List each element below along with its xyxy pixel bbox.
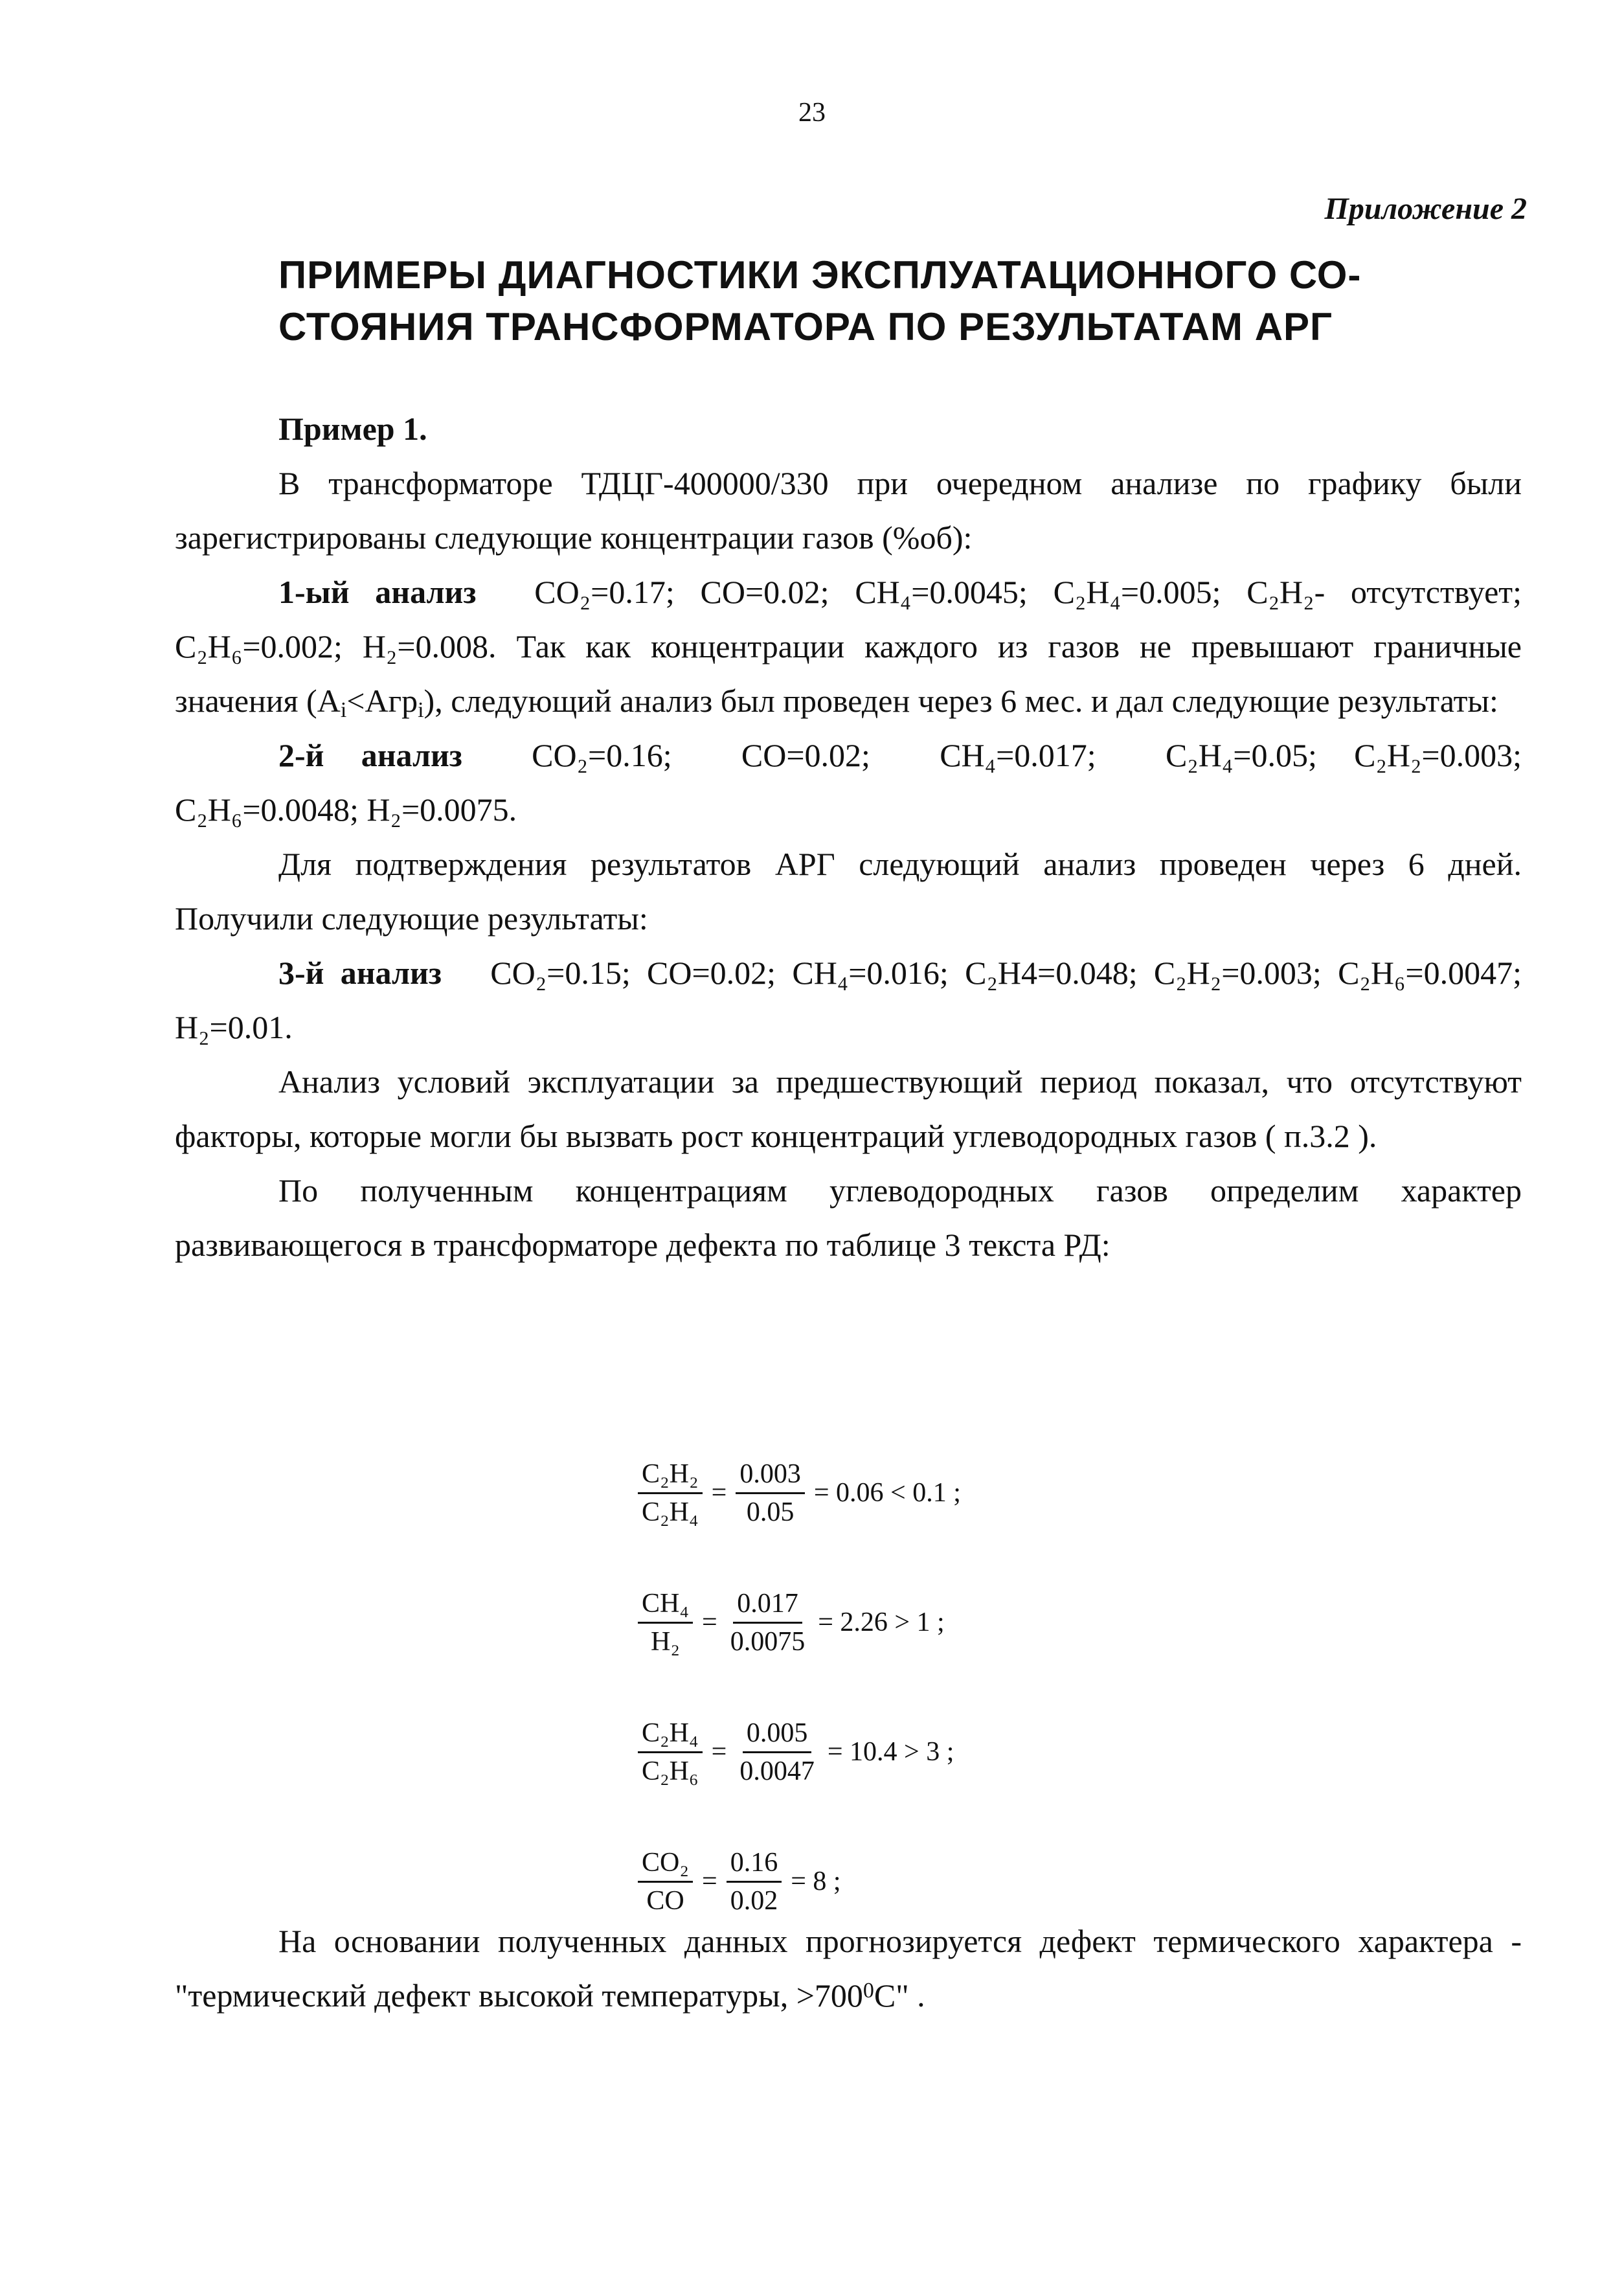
analysis-1-label: 1-ый анализ [278, 574, 477, 610]
ratio-formulas [638, 1428, 970, 1946]
formula-row: $\frac{\text{C₂H₄}}{\text{C₂H₆}}$ = $\frac{0.005}{0.0047}$ = 10.4 > 3 ; [638, 1687, 970, 1817]
intro-paragraph: В трансформаторе ТДЦГ-400000/330 при очередном анализе по графику были зарегистрированы следующие концентрации газов (%об): [175, 465, 1522, 556]
confirm-paragraph: Для подтверждения результатов АРГ следующий анализ проведен через 6 дней. Получили следующие результаты: [175, 846, 1522, 937]
page-number: 23 [798, 98, 826, 128]
body-text [175, 402, 1522, 1272]
conditions-paragraph: Анализ условий эксплуатации за предшествующий период показал, что отсутствуют факторы, которые могли бы вызвать рост концентраций углеводородных газов ( п.3.2 ). [175, 1063, 1522, 1154]
analysis-3-label: 3-й анализ [278, 955, 442, 991]
formula-row: $\frac{\text{CH₄}}{\text{H₂}}$ = $\frac{0.017}{0.0075}$ = 2.26 > 1 ; [638, 1558, 970, 1687]
title-line-2: СТОЯНИЯ ТРАНСФОРМАТОРА ПО РЕЗУЛЬТАТАМ АРГ [278, 305, 1333, 348]
formula-row: $\frac{\text{CO₂}}{CO}$ = $\frac{0.16}{0.02}$ = 8 ; [638, 1817, 970, 1946]
gas-ratio-fraction: $\frac{\text{C₂H₄}}{\text{C₂H₆}}$ [638, 1718, 703, 1787]
formula-result: = 8 ; [791, 1867, 841, 1896]
formula-row: $\frac{\text{C₂H₂}}{\text{C₂H₄}}$ = $\frac{0.003}{0.05}$ = 0.06 < 0.1 ; [638, 1428, 970, 1558]
formula-result: = 0.06 < 0.1 ; [813, 1478, 961, 1508]
value-ratio-fraction: $\frac{0.017}{0.0075}$ [730, 1588, 806, 1657]
value-ratio-fraction: $\frac{0.005}{0.0047}$ [739, 1718, 815, 1786]
formula-result: = 2.26 > 1 ; [818, 1607, 945, 1637]
analysis-2-label: 2-й анализ [278, 737, 462, 773]
analysis-2-paragraph: 2-й анализ CO₂=0.16; CO=0.02; CH₄=0.017; C₂H₄=0.05; C₂H₂=0.003; C₂H₆=0.0048; H₂=0.0075. [175, 737, 1522, 828]
analysis-3-paragraph: 3-й анализ CO₂=0.15; CO=0.02; CH₄=0.016; C₂H4=0.048; C₂H₂=0.003; C₂H₆=0.0047; H₂=0.01. [175, 955, 1522, 1045]
gas-ratio-fraction: $\frac{\text{C₂H₂}}{\text{C₂H₄}}$ [638, 1459, 703, 1528]
method-paragraph: По полученным концентрациям углеводородных газов определим характер развивающегося в трансформаторе дефекта по таблице 3 текста РД: [175, 1172, 1522, 1263]
conclusion-paragraph: На основании полученных данных прогнозируется дефект термического характера - "термический дефект высокой температуры, $>700^0C$" . [175, 1923, 1522, 2014]
value-ratio-fraction: $\frac{0.16}{0.02}$ [727, 1847, 782, 1916]
example-heading: Пример 1. [278, 411, 427, 447]
conclusion-text [175, 1914, 1522, 2023]
formula-result: = 10.4 > 3 ; [827, 1737, 954, 1767]
value-ratio-fraction: $\frac{0.003}{0.05}$ [736, 1459, 805, 1528]
appendix-label: Приложение 2 [1324, 192, 1527, 226]
gas-ratio-fraction: $\frac{\text{CH₄}}{\text{H₂}}$ [638, 1588, 693, 1657]
document-title [278, 249, 1431, 353]
analysis-1-paragraph: 1-ый анализ CO₂=0.17; CO=0.02; CH₄=0.0045; C₂H₄=0.005; C₂H₂- отсутствует; C₂H₆=0.002; H₂=0.008. Так как концентрации каждого из газов не превышают граничные значения $(A_i<Агр_i)$, следующий анализ был проведен через 6 мес. и дал следующие результаты: [175, 574, 1522, 722]
gas-ratio-fraction: $\frac{\text{CO₂}}{CO}$ [638, 1847, 693, 1916]
title-line-1: ПРИМЕРЫ ДИАГНОСТИКИ ЭКСПЛУАТАЦИОННОГО СО- [278, 253, 1362, 297]
